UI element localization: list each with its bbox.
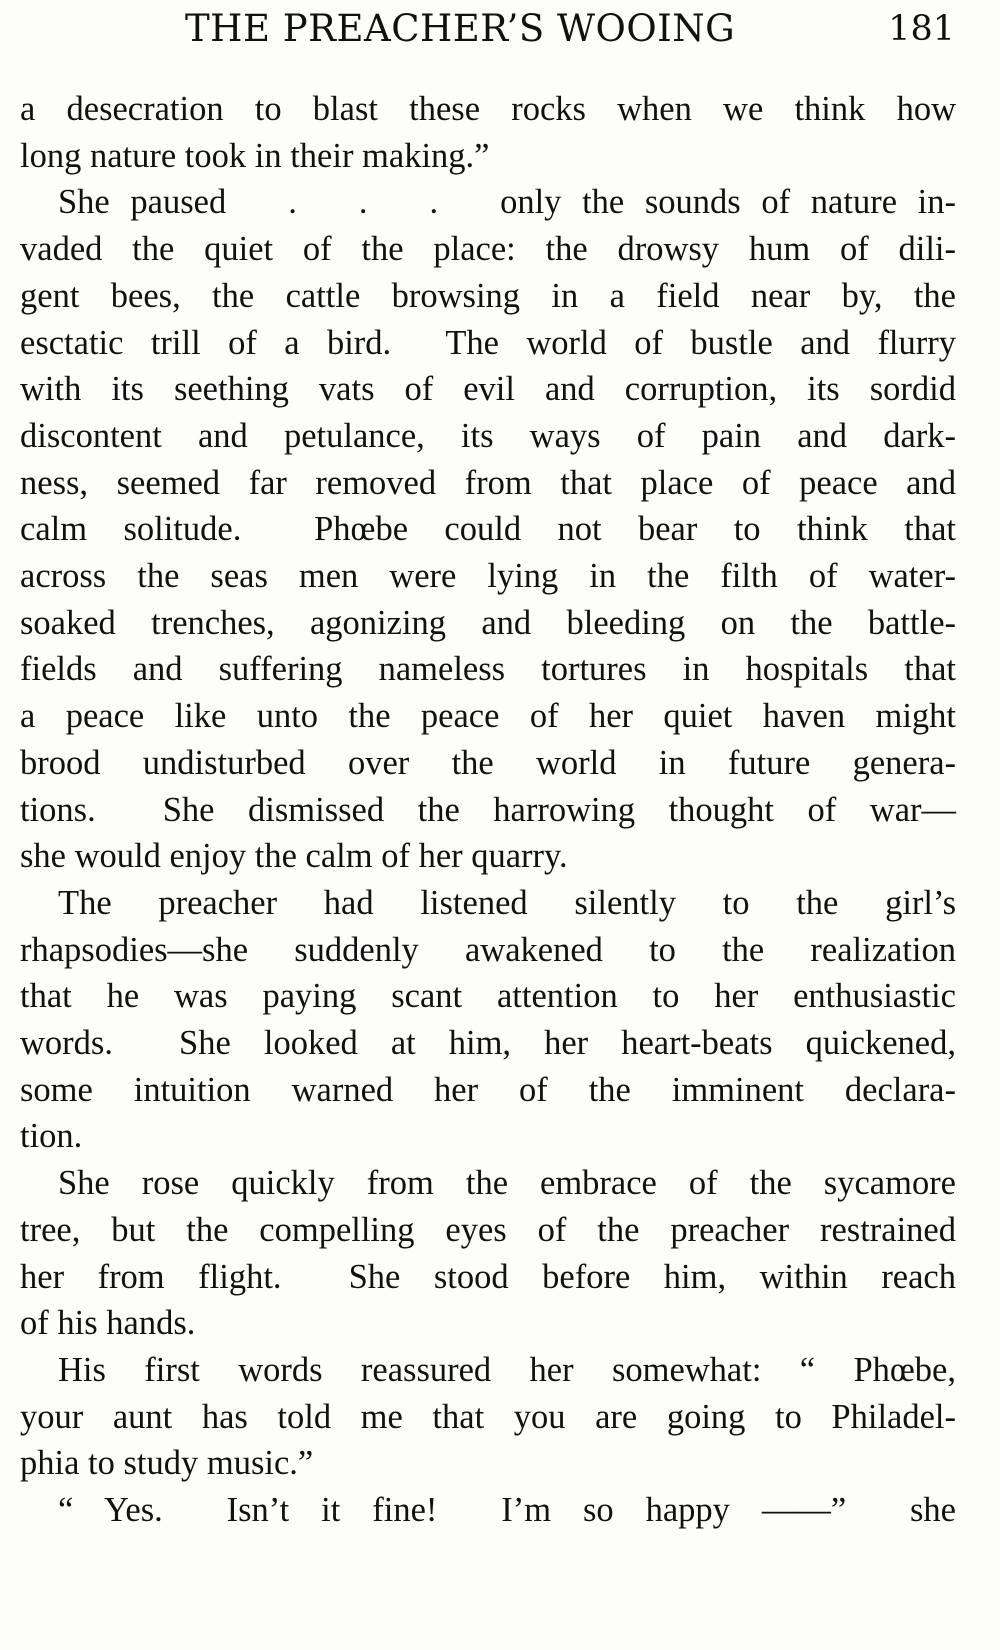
- body-text: [20, 86, 956, 1534]
- text-line: long nature took in their making.”: [20, 136, 490, 175]
- text-line: vaded the quiet of the place: the drowsy hum of dili-: [20, 230, 956, 269]
- text-line: she would enjoy the calm of her quarry.: [20, 837, 568, 876]
- paragraph: [20, 179, 956, 880]
- running-title: THE PREACHER’S WOOING: [185, 7, 736, 50]
- text-line: tion.: [20, 1117, 83, 1156]
- text-line: “ Yes. Isn’t it fine! I’m so happy ——” she: [58, 1491, 956, 1530]
- paragraph: [20, 1160, 956, 1347]
- text-line: brood undisturbed over the world in future genera-: [20, 743, 956, 782]
- text-line: calm solitude. Phœbe could not bear to think that: [20, 510, 956, 549]
- paragraph: [20, 1487, 956, 1534]
- text-line: phia to study music.”: [20, 1444, 314, 1483]
- text-line: rhapsodies—she suddenly awakened to the realization: [20, 930, 956, 969]
- text-line: that he was paying scant attention to her enthusiastic: [20, 977, 956, 1016]
- text-line: ness, seemed far removed from that place of peace and: [20, 463, 956, 502]
- paragraph: [20, 1347, 956, 1487]
- text-line: She rose quickly from the embrace of the sycamore: [58, 1164, 956, 1203]
- text-line: of his hands.: [20, 1304, 196, 1343]
- text-line: fields and suffering nameless tortures in hospitals that: [20, 650, 956, 689]
- text-line: some intuition warned her of the imminent declara-: [20, 1070, 956, 1109]
- running-head: [20, 4, 955, 54]
- text-line: words. She looked at him, her heart-beats quickened,: [20, 1024, 956, 1063]
- text-line: His first words reassured her somewhat: “ Phœbe,: [58, 1350, 956, 1389]
- page-number: 181: [888, 9, 955, 49]
- text-line: with its seething vats of evil and corruption, its sordid: [20, 370, 956, 409]
- text-line: soaked trenches, agonizing and bleeding on the battle-: [20, 603, 956, 642]
- text-line: gent bees, the cattle browsing in a field near by, the: [20, 276, 956, 315]
- text-line: tions. She dismissed the harrowing thought of war—: [20, 790, 956, 829]
- text-line: discontent and petulance, its ways of pain and dark-: [20, 416, 956, 455]
- paragraph: [20, 86, 956, 179]
- text-line: your aunt has told me that you are going to Philadel-: [20, 1397, 956, 1436]
- text-line: The preacher had listened silently to the girl’s: [58, 883, 956, 922]
- text-line: her from flight. She stood before him, within reach: [20, 1257, 956, 1296]
- text-line: tree, but the compelling eyes of the preacher restrained: [20, 1210, 956, 1249]
- text-line: esctatic trill of a bird. The world of bustle and flurry: [20, 323, 956, 362]
- text-line: a desecration to blast these rocks when we think how: [20, 90, 956, 128]
- paragraph: [20, 880, 956, 1160]
- text-line: She paused . . . only the sounds of nature in-: [58, 183, 956, 222]
- text-line: across the seas men were lying in the filth of water-: [20, 557, 956, 596]
- text-line: a peace like unto the peace of her quiet haven might: [20, 697, 956, 736]
